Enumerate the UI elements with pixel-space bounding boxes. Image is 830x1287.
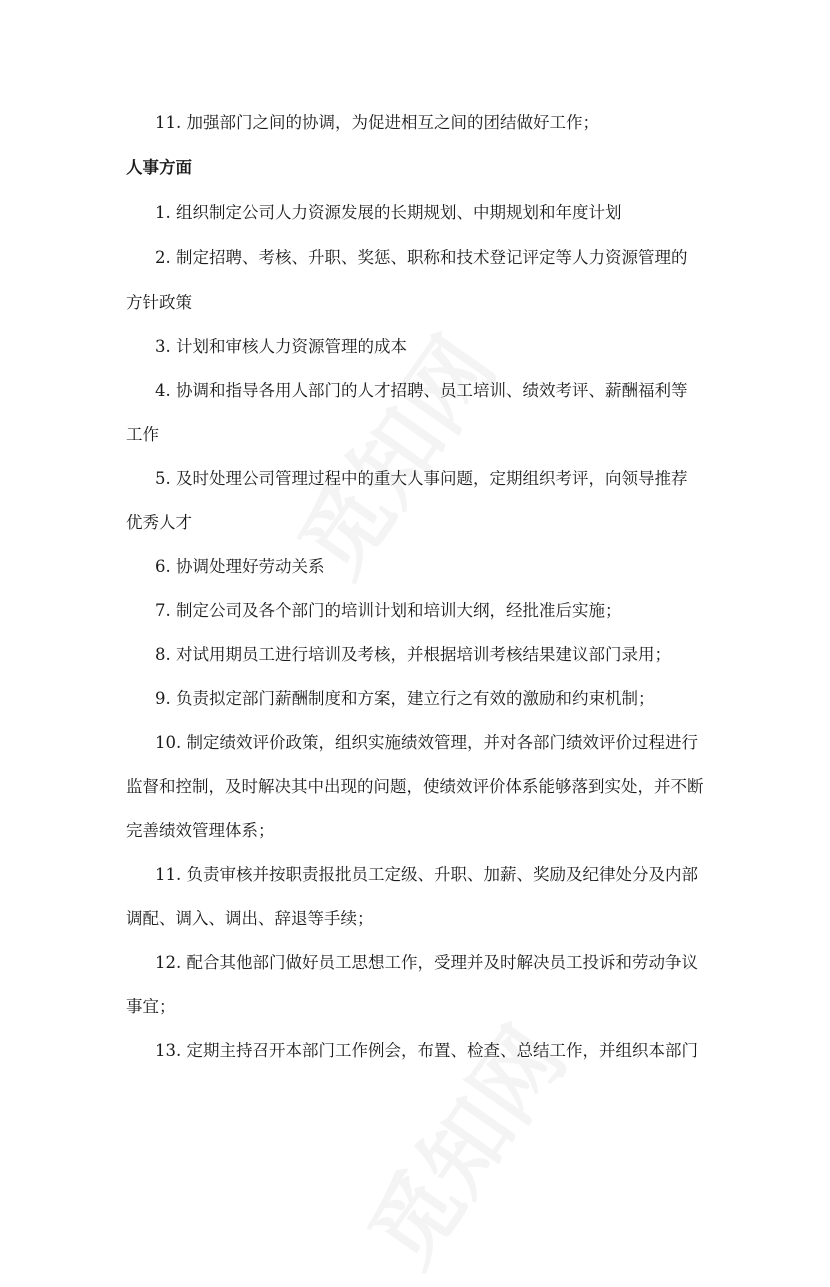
hr-item-5-continued: 优秀人才 <box>126 513 192 532</box>
hr-item-10-continued-2: 完善绩效管理体系； <box>126 821 275 840</box>
hr-item-5: 5. 及时处理公司管理过程中的重大人事问题，定期组织考评，向领导推荐 <box>155 469 688 488</box>
hr-item-4: 4. 协调和指导各用人部门的人才招聘、员工培训、绩效考评、薪酬福利等 <box>155 381 688 400</box>
hr-item-11-continued: 调配、调入、调出、辞退等手续； <box>126 909 374 928</box>
hr-item-10-continued-1: 监督和控制，及时解决其中出现的问题，使绩效评价体系能够落到实处，并不断 <box>126 777 704 796</box>
hr-item-6: 6. 协调处理好劳动关系 <box>155 557 325 576</box>
hr-item-2-continued: 方针政策 <box>126 293 192 312</box>
hr-item-1: 1. 组织制定公司人力资源发展的长期规划、中期规划和年度计划 <box>155 203 622 222</box>
hr-item-7: 7. 制定公司及各个部门的培训计划和培训大纲，经批准后实施； <box>155 601 622 620</box>
hr-item-13: 13. 定期主持召开本部门工作例会，布置、检查、总结工作，并组织本部门 <box>155 1041 698 1060</box>
hr-item-3: 3. 计划和审核人力资源管理的成本 <box>155 337 407 356</box>
hr-item-12: 12. 配合其他部门做好员工思想工作，受理并及时解决员工投诉和劳动争议 <box>155 953 698 972</box>
hr-item-4-continued: 工作 <box>126 425 159 444</box>
hr-item-8: 8. 对试用期员工进行培训及考核，并根据培训考核结果建议部门录用； <box>155 645 671 664</box>
hr-item-11: 11. 负责审核并按职责报批员工定级、升职、加薪、奖励及纪律处分及内部 <box>155 865 698 884</box>
item-11-previous: 11. 加强部门之间的协调，为促进相互之间的团结做好工作； <box>155 113 599 132</box>
hr-item-12-continued: 事宜； <box>126 997 176 1016</box>
section-heading-hr: 人事方面 <box>126 158 192 177</box>
hr-item-10: 10. 制定绩效评价政策，组织实施绩效管理，并对各部门绩效评价过程进行 <box>155 733 698 752</box>
hr-item-2: 2. 制定招聘、考核、升职、奖惩、职称和技术登记评定等人力资源管理的 <box>155 248 688 267</box>
hr-item-9: 9. 负责拟定部门薪酬制度和方案，建立行之有效的激励和约束机制； <box>155 689 655 708</box>
